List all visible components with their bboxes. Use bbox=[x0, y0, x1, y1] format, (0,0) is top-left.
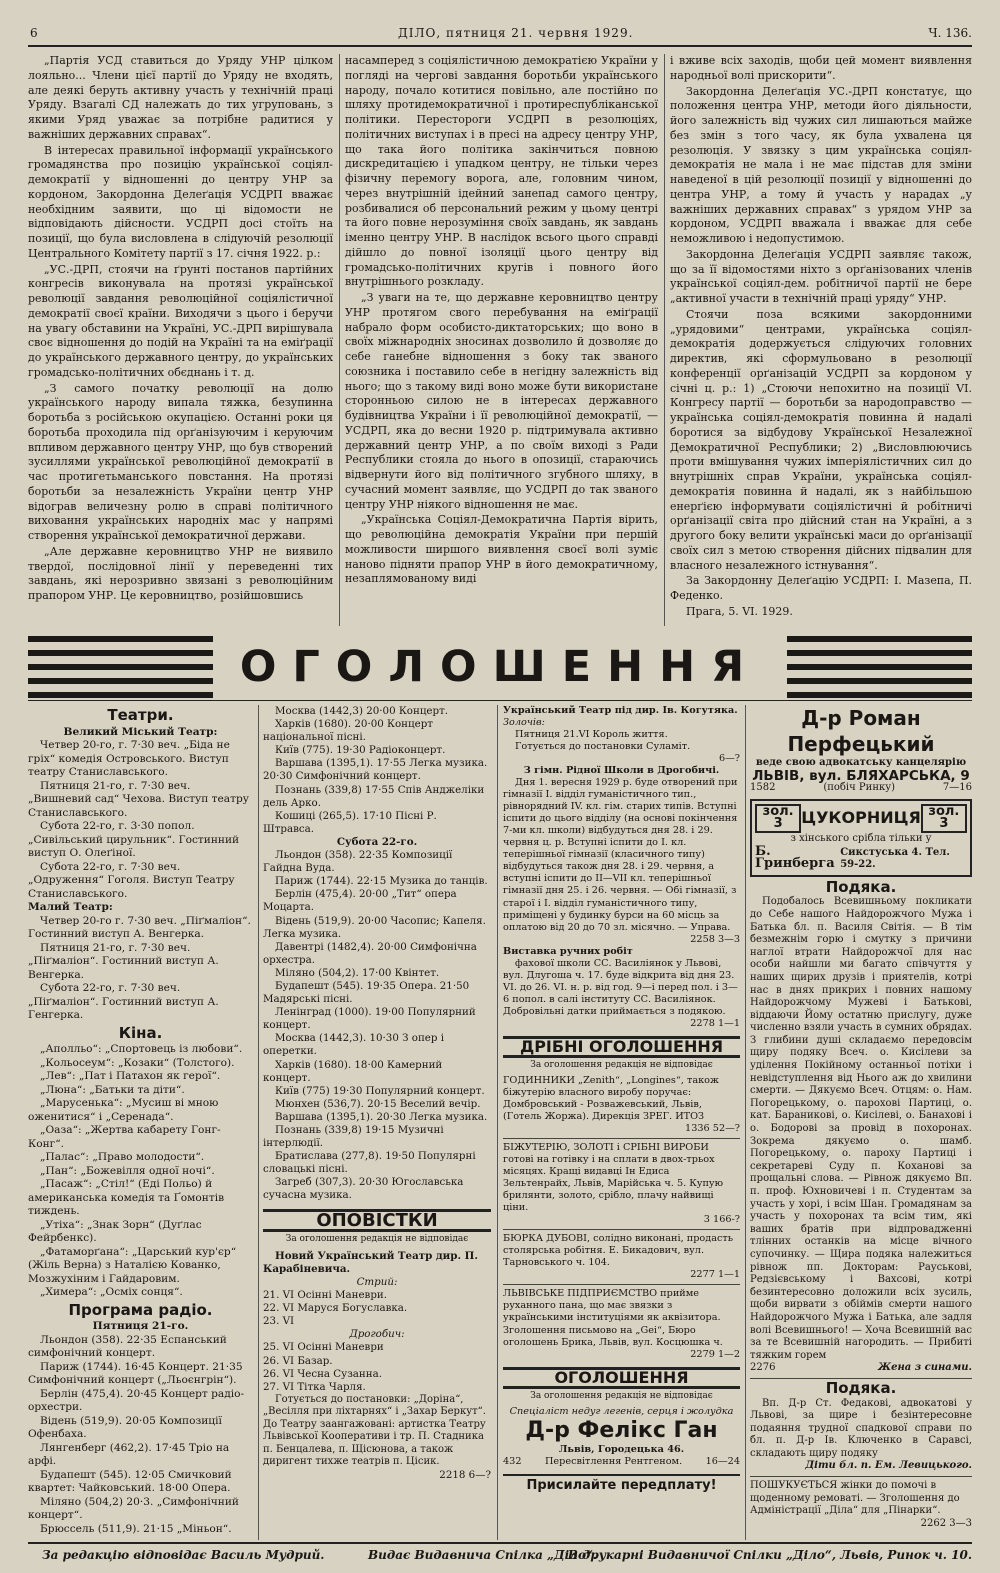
paragraph: „Партія УСД ставиться до Уряду УНР цілком лояльно... Члени цієї партії до Уряду не входять, але деякі беруть активну участь у технічній праці Уряду. Взагалі СД належать до тих угруповань, з якими Уряд уважає за потрібне радитися у важніших державних справах“. bbox=[28, 54, 333, 141]
notice-title: Український Театр під дир. Ів. Когутяка. bbox=[503, 705, 738, 716]
lawyer-subtitle: веде свою адвокатську канцелярію bbox=[755, 757, 967, 768]
listing: Будапешт (545). 12·05 Смичковий квартет: Чайковський. 18·00 Опера. bbox=[28, 1468, 232, 1494]
listing: „Утіха“: „Знак Зорн“ (Дуґлас Фейрбенкс). bbox=[28, 1218, 202, 1244]
lawyer-note: (побіч Ринку) bbox=[823, 782, 896, 794]
listing: Берлін (475,4). 20·00 „Тит“ опера Моцарта. bbox=[263, 888, 457, 914]
cinema-heading: Кіна. bbox=[118, 1023, 163, 1042]
listing: Познань (339,8) 19·15 Музичні інтерлюдії. bbox=[263, 1124, 444, 1150]
notice-text: Готується до постановки: „Доріна“, „Весілля при ліхтарнях“ і „Захар Беркут“. До Театру заангажовані: артистка Театру Львівської Кооперативи і тр. П. Стадника п. Бенцалева, п. Щісюнова, а також диригент тихже театрів п. Цісик. bbox=[263, 1393, 486, 1468]
listing: Харків (1680). 18·00 Камерний концерт. bbox=[263, 1058, 443, 1084]
paragraph: Закордонна Делеґація УС.-ДРП констатує, що положення центра УНР, методи його діяльности, його залежність від чужих сил лишаються майже без змін з того часу, як була ухвалена ця резолюція. У звязку з цим українська соціял-демократія не мала і не має підстав для зміни наведеної в цій резолюції позиції у відношенні до центра УНР, а тому й участь у нарадах „у важніших державних справах“ з урядом УНР за кордоном, УСДРП вважала і вважає для себе неможливою і недопустимою. bbox=[670, 84, 972, 245]
column-divider bbox=[745, 705, 746, 1540]
listing: Париж (1744). 16·45 Концерт. 21·35 Симфонічний концерт („Льоєнгрін“). bbox=[28, 1360, 243, 1386]
listing: 25. VI Осінні Маневри bbox=[263, 1341, 384, 1354]
listing: „Лев“: „Пат і Патахон як герої“. bbox=[40, 1070, 221, 1082]
small-ad: ЛЬВІВСЬКЕ ПІДПРИЄМСТВО прийме руханного пана, що має звязки з українськими інституціями як аквізитора. Зголошення письмово на „Gei“, Бюро оголошень Брика, Львів, вул. Косцюшка ч. bbox=[503, 1284, 740, 1348]
header-rule bbox=[28, 45, 972, 47]
paragraph: Закордонна Делеґація УСДРП заявляє також, що за її відомостями ніхто з орґанізованих членів української соціял-дем. робітничої партії не бере „активної участи в технічній праці уряду“ УНР. bbox=[670, 247, 972, 305]
listing: Давентрі (1482,4). 20·00 Симфонічна орхестра. bbox=[263, 940, 477, 966]
listing: Париж (1744). 22·15 Музика до танців. bbox=[275, 875, 488, 888]
venue-name: Великий Міський Театр: bbox=[63, 725, 218, 738]
paragraph: насамперед з соціялістичною демократією України у погляді на чергові завдання боротьби українського народу, почало котитися повільно, але постійно по шляху протидемократичної і протиреспубліканської політики. Перестороги УСДРП в резолюціях, політичних виступах і в пресі на адресу центру УНР, що така його політика закінчиться повною дискредитацією і упадком центру, не тільки через фізичну перемогу ворога, але, головним чином, через внутрішній ідейний занепад самого центру, розбивалися об персональний режим у цьому центрі та його повне нерозуміння своїх завдань, як завдань іменно центру УНР. В наслідок всього цього справді дійшло до повної ізоляції цього центру від громадсько-політичних кругів і повного його внутрішнього розкладу. bbox=[345, 54, 658, 289]
shop-owner: Б. Гринберга bbox=[755, 843, 835, 872]
listing: Лянгенберг (462,2). 17·45 Тріо на арфі. bbox=[28, 1441, 230, 1467]
column-divider bbox=[497, 705, 498, 1540]
paragraph: Стоячи поза всякими закордонними „урядовими“ центрами, українська соціял-демократія додержується слідуючих головних директив, які сформульовано в резолюції конференції орґанізацій УСДРП за кордоном у січні ц. р.: 1) „Стоючи непохитно на позиції VI. Конгресу партії — боротьби за народоправство — українська соціял-демократія повинна й надалі боротися за відбудову Української Незалежної Демократичної Республики; 2) „Висловлюючись проти вмішування чужих імперіялістичних сил до внутрішніх справ України, українська соціял-демократія повинна й надалі, як з найбільшою енерґією інформувати соціялістичні й робітничі орґанізації світа про дійсний стан на Україні, а з другого боку велити українські маси до орґанізації своїх сил з метою створення дійсних підвалин для власного незалежного істнування“. bbox=[670, 307, 972, 572]
notice-text: Дня 1. вересня 1929 р. буде отворений при гімназії І. відділ гуманістичного тип., рівнорядний IV. кл. гім. старих типів. Вступні іспити до цього відділу (на основі покінчення 7-ми кл. школи) відбудуться дня 28. і 29. червня ц. р. Вступні іспити до І. кл. теперішньої гімназії (класичного типу) відбудуться також дня 28. і 29. червня, а вступні іспити до II—VII кл. теперішньої гімназії дня 25. і 26. червня. — Обі гімназії, з старої і І. відділ гуманістичного типу, приміщені у будинку бурси на 60 місць за оплатою від 20 до 70 зл. місячно. — Управа. bbox=[503, 777, 738, 933]
listing: Братислава (277,8). 19·50 Популярні словацькі пісні. bbox=[263, 1150, 476, 1176]
listing: Познань (339,8) 17·55 Спів Анджеліки дель Арко. bbox=[263, 783, 485, 809]
notice-text: фахової школи СС. Василіянок у Львові, вул. Длугоша ч. 17. буде відкрита від дня 23. VI. до 26. VI. н. р. від год. 9—і перед пол. і 3—6 попол. в салі інституту СС. Василіянок. Добровільні датки приймається з подякою. bbox=[503, 957, 738, 1017]
listing: Відень (519,9). 20·00 Часопис; Капеля. Легка музика. bbox=[263, 914, 486, 940]
notice-title: Виставка ручних робіт bbox=[503, 945, 633, 957]
town-name: Дрогобич: bbox=[349, 1328, 405, 1341]
paragraph: „Але державне керовництво УНР не виявило твердої, послідовної лінії у переведенні тих завдань, які нерозривно звязані з революційним прапором УНР. Це керовництво, розійшовшись bbox=[28, 544, 333, 602]
listing: Відень (519,9). 20·05 Композиції Офенбаха. bbox=[28, 1414, 222, 1440]
small-ad: БІЖУТЕРІЮ, ЗОЛОТІ і СРІБНІ ВИРОБИ готові на готівку і на сплати в двох-трьох місяцях. Кращі видавці Ін Едиса Зельтенрайх, Львів, Марійська ч. 5. Купую брилянти, золото, срібло, плачу найвищі ціни. bbox=[503, 1138, 740, 1214]
town-name: Золочів: bbox=[503, 717, 545, 729]
listing: Пятниця 21-го, г. 7·30 веч. „Піґмаліон“. Гостинний виступ А. Венгерка. bbox=[28, 941, 219, 981]
doctor-specialty: Спеціаліст недуг легенів, серця і жолудка bbox=[509, 1405, 734, 1417]
ad-number: 2262 3—3 bbox=[920, 1517, 972, 1529]
ad-number: 2276 bbox=[750, 1362, 776, 1374]
notices-disclaimer: За оголошення редакція не відповідає bbox=[285, 1233, 469, 1244]
listing: 22. VI Маруся Богуславка. bbox=[263, 1302, 408, 1315]
place-date: Прага, 5. VI. 1929. bbox=[686, 604, 793, 618]
listings-col-3 bbox=[503, 705, 740, 1492]
ad-number: 2279 1—2 bbox=[690, 1348, 740, 1360]
listing: 23. VI bbox=[263, 1315, 295, 1328]
article-col-2 bbox=[345, 54, 658, 588]
ad-number: 3 166-? bbox=[703, 1214, 740, 1226]
ad-number: 2278 1—1 bbox=[690, 1017, 740, 1029]
paragraph: В інтересах правильної інформації українського громадянства про позицію української соціял-демократії у відношенні до центру УНР за кордоном, Закордонна Делеґація УСДРП вважає необхідним заявити, що ці відомости не відповідають дійсности. УСДРП досі стоїть на позиції, що була висловлена в слідуючій резолюції Центрального Комітету партії з 17. січня 1922. р.: bbox=[28, 143, 333, 260]
ads-banner bbox=[28, 636, 972, 698]
ad-number: 16—24 bbox=[705, 1455, 740, 1467]
shop-name: ЦУКОРНИЦЯ bbox=[801, 808, 921, 828]
signature: За Закордонну Делеґацію УСДРП: І. Мазепа, П. Феденко. bbox=[670, 574, 972, 602]
listing: 26. VI Чесна Сузанна. bbox=[263, 1367, 382, 1380]
listing: „Палас“: „Право молодости“. bbox=[40, 1151, 205, 1163]
listing: Київ (775) 19·30 Популярний концерт. bbox=[275, 1084, 485, 1097]
shop-text: з хінського срібла тільки у bbox=[790, 832, 932, 844]
masthead: ДІЛО, пятниця 21. червня 1929. bbox=[398, 26, 634, 40]
listing: Варшава (1395,1). 20·30 Легка музика. bbox=[275, 1110, 488, 1123]
listing: „Марусенька“: „Мусиш ві мною оженитися“ і „Серенада“. bbox=[28, 1097, 219, 1123]
ad-number: 2218 6—? bbox=[439, 1468, 491, 1481]
listing: Субота 22-го, г. 7·30 веч. „Піґмаліон“. Гостинний виступ А. Генгерка. bbox=[28, 982, 219, 1021]
banner-title: ОГОЛОШЕННЯ bbox=[239, 642, 761, 692]
ad-number: 7—16 bbox=[942, 782, 972, 794]
listing: Кошиці (265,5). 17·10 Пісні Р. Штравса. bbox=[263, 809, 437, 835]
listing: „Аполльо“: „Спортовець із любови“. bbox=[40, 1043, 243, 1055]
doctor-details bbox=[503, 1456, 740, 1468]
doctor-name: Д-р Фелікс Ган bbox=[525, 1417, 718, 1443]
listing: Міляно (504,2) 20·3. „Симфонічний концерт“. bbox=[28, 1495, 239, 1521]
paragraph: „Українська Соціял-Демократична Партія вірить, що революційна демократія України при першій можливости ширшого виявлення своєї волі зуміє наново підняти прапор УНР в його демократичному, незаплямованому виді bbox=[345, 513, 658, 586]
theatres-heading: Театри. bbox=[107, 706, 174, 724]
thanks2-heading: Подяка. bbox=[750, 1378, 972, 1395]
column-divider bbox=[664, 54, 665, 626]
listing: 26. VI Базар. bbox=[263, 1354, 333, 1367]
column-divider bbox=[258, 705, 259, 1540]
notice-title: З гімн. Рідної Школи в Дрогобичі. bbox=[523, 765, 720, 777]
doctor-address: Львів, Городецька 46. bbox=[558, 1443, 685, 1455]
listing: Пятниця 21-го, г. 7·30 веч. „Вишневий сад“ Чехова. Виступ театру Станиславського. bbox=[28, 779, 249, 819]
footer-rule bbox=[28, 1542, 972, 1544]
paragraph: „З уваги на те, що державне керовництво центру УНР протягом свого перебування на еміґрації набрало форм особисто-диктаторських; що воно в своїх міжнародніх зносинах дозволило й дозволяє до себе ганебне відношення з боку так званого союзника і поставило себе в негідну залежність від нього; що з такому виді воно може бути використане сторонньою силою не в інтересах державного будівництва України і її революційної демократії, — УСДРП, яка до весни 1920 р. підтримувала активно державний центр УНР, а по своїм виході з Ради Республики стояла до нього в опозиції, стараючись відвернути його від політичного згубного шляху, в сучасний момент заявляє, що УСДРП до так званого центру УНР ніякого відношення не має. bbox=[345, 291, 658, 511]
listing: Брюссель (511,9). 21·15 „Міньон“. bbox=[40, 1522, 232, 1535]
listing: Субота 22-го, г. 7·30 веч. „Одруження“ Гоголя. Виступ Театру Станиславського. bbox=[28, 860, 235, 900]
listing: Міляно (504,2). 17·00 Квінтет. bbox=[275, 966, 440, 979]
listing: Льондон (358). 22·35 Еспанський симфонічний концерт. bbox=[28, 1333, 227, 1359]
listing: Берлін (475,4). 20·45 Концерт радіо-орхестри. bbox=[28, 1387, 245, 1413]
wanted-ad: ПОШУКУЄТЬСЯ жінки до помочі в щоденному ремоваті. — Зголошення до Адміністрації „Діла“ для „Пінарки“. bbox=[750, 1476, 972, 1518]
page-header bbox=[28, 26, 972, 46]
banner-stripes-right bbox=[787, 636, 972, 698]
listing: Готується до постановки Суламіт. bbox=[515, 741, 691, 753]
listing: 21. VI Осінні Маневри. bbox=[263, 1289, 388, 1302]
listing: Київ (775). 19·30 Радіоконцерт. bbox=[275, 744, 446, 757]
ads-disclaimer: За оголошення редакція не відповідає bbox=[530, 1390, 713, 1401]
listing: Пятниця 21.VI Король життя. bbox=[515, 729, 668, 741]
shop-ad bbox=[750, 799, 972, 877]
ad-number: 2258 3—3 bbox=[690, 933, 740, 945]
lawyer-details bbox=[750, 782, 972, 795]
thanks2-text: Вп. Д-р Ст. Федакові, адвокатові у Львові, за щире і безінтересовне подаяння трудної спадкової справи по бл. п. Д-р Ів. Ключенко в Саравсі, складають щиру подяку bbox=[750, 1397, 972, 1459]
ad-number: 1582 bbox=[750, 782, 776, 794]
paragraph: і вживе всіх заходів, щоби цей момент виявлення народньої волі прискорити“. bbox=[670, 54, 972, 82]
shop-address: Сикстуська 4. Тел. 59-22. bbox=[840, 846, 950, 871]
listing: Четвер 20-го, г. 7·30 веч. „Біда не гріх“ комедія Островського. Виступ театру Станиславського. bbox=[28, 739, 230, 778]
thanks2-signature: Діти бл. п. Ем. Левицького. bbox=[805, 1460, 972, 1472]
notices-heading: ОПОВІСТКИ bbox=[263, 1209, 491, 1232]
listings-col-4 bbox=[750, 705, 972, 1530]
price-tag: зол. 3 bbox=[921, 804, 967, 833]
ad-number: 1336 52—? bbox=[685, 1123, 740, 1135]
ad-number: 6—? bbox=[718, 753, 740, 765]
radio-day: Пятниця 21-го. bbox=[92, 1320, 189, 1332]
ads-heading: ОГОЛОШЕННЯ bbox=[503, 1367, 740, 1389]
lawyer-address: ЛЬВІВ, вул. БЛЯХАРСЬКА, 9 bbox=[752, 767, 970, 784]
paragraph: „З самого початку революції на долю українського народу випала тяжка, безупинна боротьба з російською окупацією. Останні роки ця боротьба проходила під орґанізуючим і керуючим впливом державного центру УНР, що був створений зусиллями української революційної демократії в час протигетьманського повстання. На протязі боротьби за незалежність України центр УНР відограв величезну ролю в справі політичного виховання українських народніх мас у напрямі створення української демократичної держави. bbox=[28, 381, 333, 542]
listing: „Люна“: „Батьки та діти“. bbox=[40, 1083, 185, 1096]
subscribe-slogan: Присилайте передплату! bbox=[503, 1474, 740, 1492]
listing: 27. VI Тітка Чарля. bbox=[263, 1380, 366, 1393]
radio-day: Субота 22-го. bbox=[336, 835, 418, 848]
shop-title-row bbox=[755, 804, 967, 833]
banner-stripes-left bbox=[28, 636, 213, 698]
footer-editor: За редакцію відповідає Василь Мудрий. bbox=[42, 1548, 325, 1562]
listing: „Химера“: „Осміх сонця“. bbox=[40, 1286, 183, 1298]
listing: Четвер 20-го г. 7·30 веч. „Піґмаліон“. Гостинний виступ А. Венгерка. bbox=[28, 914, 251, 940]
notice-title: Новий Український Театр дир. П. Карабіневича. bbox=[263, 1249, 478, 1275]
listing: Варшава (1395,1). 17·55 Легка музика. 20·30 Симфонічний концерт. bbox=[263, 757, 488, 783]
venue-name: Малий Театр: bbox=[28, 901, 113, 913]
banner-rule bbox=[28, 700, 972, 701]
listing: Загреб (307,3). 20·30 Югославська сучасна музика. bbox=[263, 1176, 464, 1202]
listing: Москва (1442,3). 10·30 З опер і оперетки. bbox=[263, 1032, 445, 1058]
footer-publisher: Видає Видавнича Спілка „Діло“. bbox=[368, 1548, 598, 1562]
price-tag: зол. 3 bbox=[755, 804, 801, 833]
issue-number: Ч. 136. bbox=[928, 26, 972, 40]
listing: Льондон (358). 22·35 Композиції Гайдна Вуда. bbox=[263, 849, 453, 875]
listing: Москва (1442,3) 20·00 Концерт. bbox=[275, 705, 449, 717]
small-ads-heading: ДРІБНІ ОГОЛОШЕННЯ bbox=[503, 1036, 740, 1058]
listing: „Пасаж“: „Стіл!“ (Еді Польо) й американська комедія та Ґомонтів тиждень. bbox=[28, 1178, 225, 1217]
small-ad: БЮРКА ДУБОВІ, солідно виконані, продасть столярська робітня. Е. Бикадович, вул. Тарновського ч. 104. bbox=[503, 1229, 740, 1269]
listing: „Пан“: „Божевілля одної ночі“. bbox=[40, 1164, 215, 1177]
column-divider bbox=[339, 54, 340, 626]
shop-owner-row bbox=[755, 843, 967, 872]
page-number: 6 bbox=[30, 26, 38, 40]
article-col-3 bbox=[670, 54, 972, 621]
listing: „Оаза“: „Жертва кабарету Гонг-Конг“. bbox=[28, 1124, 221, 1150]
listings-col-1 bbox=[28, 705, 253, 1536]
thanks-signature: Жена з синами. bbox=[878, 1362, 972, 1374]
doctor-extra: Пересвітлення Рентгеном. bbox=[544, 1455, 683, 1467]
listing: Ленінград (1000). 19·00 Популярний концерт. bbox=[263, 1006, 476, 1032]
thanks-heading: Подяка. bbox=[825, 877, 897, 896]
listing: Мюнхен (536,7). 20·15 Веселий вечір. bbox=[275, 1097, 481, 1110]
listing: Субота 22-го, г. 3·30 попол. „Сивільський цирульник“. Гостинний виступ О. Олеґіної. bbox=[28, 820, 240, 859]
listing: Будапешт (545). 19·35 Опера. 21·50 Мадярські пісні. bbox=[263, 979, 470, 1006]
ad-number: 432 bbox=[503, 1455, 522, 1467]
small-ad: ГОДИННИКИ „Zenith“, „Longines“, також біжутерію власного виробу поручає: Домбровський - Розважевський, Львів, (Готель Жоржа). Дирекція ЗРЕГ. ИТОЗ bbox=[503, 1074, 719, 1122]
article-col-1 bbox=[28, 54, 333, 605]
thanks-footer bbox=[750, 1362, 972, 1375]
paragraph: „УС.-ДРП, стоячи на ґрунті постанов партійних конгресів виконувала на протязі української революції завдання революційної соціялістичної демократії своєї країни. Виходячи з цього і беручи на увагу обставини на Україні, УС.-ДРП вирішувала своє відношення до подій на Україні та на еміґрації до українського державного центру, до українських громадсько-політичних обєднань і т. д. bbox=[28, 262, 333, 379]
small-ads-disclaimer: За оголошення редакція не відповідає bbox=[530, 1059, 713, 1070]
ad-number: 2277 1—1 bbox=[690, 1269, 740, 1281]
lawyer-name: Д-р Роман Перфецький bbox=[787, 706, 935, 756]
radio-heading: Програма радіо. bbox=[68, 1300, 213, 1319]
footer-printer: В друкарні Видавничої Спілки „Діло“, Львів, Ринок ч. 10. bbox=[567, 1548, 972, 1562]
listing: „Кольосеум“: „Козаки“ (Толстого). bbox=[40, 1056, 235, 1069]
town-name: Стрий: bbox=[356, 1275, 398, 1288]
thanks-text: Подобалось Всевишньому покликати до Себе нашого Найдорожчого Мужа і Батька бл. п. Василя Світія. — В тім безмежнім горю і смутку з причини наглої втрати Найдорожчої для нас особи найшли ми багато співчуття у наших щирих друзів і приятелів, котрі нас в днях прикрих і повних нашому Найдорожчому Мужеві і Батькові, віддаючи Йому остатню прислугу, дуже численно взяли участь в сумних обрядах. З глибини душі складаємо передовсім щиру подяку Всеч. о. Кисілеви за уділення Покійному останньої потіхи і невідступлення від Нього аж до хвилини смерти. — Дякуємо Всеч. Отцям: о. Нам. Погорецькому, о. пароховi Партиці, о. кат. Бараникові, о. Кисілеві, о. Банаховi і о. Бодорові за провід в похоронах. Зокрема дякуємо о. шамб. Погорецькому, о. пароху Партиці і секретареві Суду п. Кохановi за прощальні слова. — Рівнож дякуємо Вп. п. проф. Юхновичеві і п. Студентам за участь у хорі, і всім Шан. Громадянам за участь у похоронах та всім тим, які ваших братів при відпровадженні тлінних останків на місце вічного супочинку. — Щира подяка належиться рівнож пп. Докторам: Рауськові, Редзієвському і Вахсові, котрі безинтересовно доложили всіх зусиль, щоби вирвати з обіймів смерти нашого Найдорожчого Мужа і Батька, але задля волі Всевишнього! — Хоча Всевишній вас за те Всевишній нагородить. — Прибиті тяжким горем bbox=[750, 896, 972, 1361]
listings-col-2 bbox=[263, 705, 491, 1482]
listing: Харків (1680). 20·00 Концерт національної пісні. bbox=[263, 718, 433, 744]
listing: „Фатаморґана“: „Царський кур'єр“ (Жіль Верна) з Наталією Кованко, Мозжухіним і Гайдаровим. bbox=[28, 1245, 237, 1285]
